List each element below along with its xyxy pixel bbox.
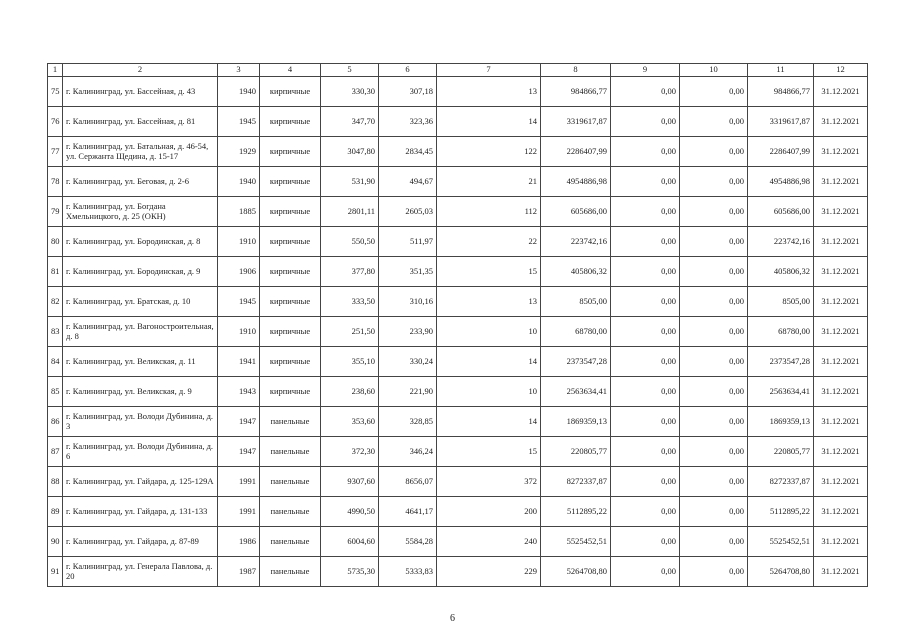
count-cell: 15 [437,437,541,467]
amount-cell: 0,00 [680,287,748,317]
living-area-cell: 494,67 [379,167,437,197]
date-cell: 31.12.2021 [814,107,868,137]
wall-material-cell: кирпичные [260,167,321,197]
total-amount-cell: 405806,32 [748,257,814,287]
total-area-cell: 251,50 [321,317,379,347]
living-area-cell: 511,97 [379,227,437,257]
wall-material-cell: кирпичные [260,347,321,377]
address-cell: г. Калининград, ул. Вагоностроительная, д. 8 [63,317,218,347]
date-cell: 31.12.2021 [814,317,868,347]
table-row [48,527,868,557]
total-amount-cell: 223742,16 [748,227,814,257]
row-number-cell: 76 [48,107,63,137]
count-cell: 14 [437,107,541,137]
total-area-cell: 353,60 [321,407,379,437]
total-area-cell: 4990,50 [321,497,379,527]
total-area-cell: 347,70 [321,107,379,137]
date-cell: 31.12.2021 [814,77,868,107]
amount-cell: 0,00 [680,317,748,347]
table-row [48,257,868,287]
total-area-cell: 2801,11 [321,197,379,227]
amount-cell: 0,00 [680,77,748,107]
total-area-cell: 238,60 [321,377,379,407]
year-built-cell: 1940 [218,77,260,107]
table-row [48,227,868,257]
table-row [48,497,868,527]
table-row [48,77,868,107]
total-area-cell: 3047,80 [321,137,379,167]
amount-cell: 223742,16 [541,227,611,257]
date-cell: 31.12.2021 [814,347,868,377]
wall-material-cell: панельные [260,497,321,527]
column-header: 1 [48,64,63,77]
total-amount-cell: 3319617,87 [748,107,814,137]
living-area-cell: 351,35 [379,257,437,287]
column-header: 2 [63,64,218,77]
year-built-cell: 1940 [218,167,260,197]
living-area-cell: 310,16 [379,287,437,317]
wall-material-cell: кирпичные [260,137,321,167]
amount-cell: 3319617,87 [541,107,611,137]
column-header: 5 [321,64,379,77]
total-amount-cell: 984866,77 [748,77,814,107]
amount-cell: 0,00 [680,557,748,587]
address-cell: г. Калининград, ул. Бородинская, д. 8 [63,227,218,257]
wall-material-cell: панельные [260,467,321,497]
year-built-cell: 1929 [218,137,260,167]
count-cell: 14 [437,407,541,437]
living-area-cell: 328,85 [379,407,437,437]
total-amount-cell: 5525452,51 [748,527,814,557]
count-cell: 122 [437,137,541,167]
total-area-cell: 377,80 [321,257,379,287]
amount-cell: 5264708,80 [541,557,611,587]
date-cell: 31.12.2021 [814,407,868,437]
column-header: 11 [748,64,814,77]
living-area-cell: 233,90 [379,317,437,347]
wall-material-cell: кирпичные [260,107,321,137]
amount-cell: 0,00 [680,527,748,557]
row-number-cell: 77 [48,137,63,167]
address-cell: г. Калининград, ул. Беговая, д. 2-6 [63,167,218,197]
living-area-cell: 307,18 [379,77,437,107]
wall-material-cell: кирпичные [260,377,321,407]
amount-cell: 0,00 [611,527,680,557]
wall-material-cell: кирпичные [260,317,321,347]
amount-cell: 8505,00 [541,287,611,317]
table-row [48,167,868,197]
count-cell: 13 [437,77,541,107]
column-header: 4 [260,64,321,77]
count-cell: 15 [437,257,541,287]
date-cell: 31.12.2021 [814,257,868,287]
amount-cell: 984866,77 [541,77,611,107]
row-number-cell: 78 [48,167,63,197]
year-built-cell: 1885 [218,197,260,227]
amount-cell: 0,00 [611,557,680,587]
row-number-cell: 80 [48,227,63,257]
count-cell: 10 [437,377,541,407]
table-row [48,287,868,317]
row-number-cell: 79 [48,197,63,227]
row-number-cell: 82 [48,287,63,317]
wall-material-cell: кирпичные [260,227,321,257]
address-cell: г. Калининград, ул. Генерала Павлова, д. 20 [63,557,218,587]
page-number: 6 [450,613,455,624]
amount-cell: 0,00 [680,407,748,437]
total-amount-cell: 2286407,99 [748,137,814,167]
row-number-cell: 90 [48,527,63,557]
amount-cell: 2286407,99 [541,137,611,167]
date-cell: 31.12.2021 [814,377,868,407]
amount-cell: 0,00 [611,437,680,467]
wall-material-cell: кирпичные [260,287,321,317]
date-cell: 31.12.2021 [814,467,868,497]
column-header: 8 [541,64,611,77]
date-cell: 31.12.2021 [814,167,868,197]
amount-cell: 0,00 [611,137,680,167]
year-built-cell: 1906 [218,257,260,287]
date-cell: 31.12.2021 [814,287,868,317]
total-amount-cell: 4954886,98 [748,167,814,197]
row-number-cell: 81 [48,257,63,287]
address-cell: г. Калининград, ул. Гайдара, д. 87-89 [63,527,218,557]
year-built-cell: 1991 [218,467,260,497]
column-header: 7 [437,64,541,77]
wall-material-cell: панельные [260,527,321,557]
amount-cell: 8272337,87 [541,467,611,497]
count-cell: 21 [437,167,541,197]
amount-cell: 0,00 [680,497,748,527]
amount-cell: 220805,77 [541,437,611,467]
year-built-cell: 1945 [218,107,260,137]
amount-cell: 0,00 [611,377,680,407]
column-header: 9 [611,64,680,77]
amount-cell: 0,00 [680,437,748,467]
wall-material-cell: кирпичные [260,77,321,107]
count-cell: 22 [437,227,541,257]
living-area-cell: 5584,28 [379,527,437,557]
living-area-cell: 2834,45 [379,137,437,167]
wall-material-cell: панельные [260,557,321,587]
row-number-cell: 84 [48,347,63,377]
amount-cell: 0,00 [611,287,680,317]
wall-material-cell: панельные [260,407,321,437]
date-cell: 31.12.2021 [814,527,868,557]
total-amount-cell: 2373547,28 [748,347,814,377]
table-row [48,467,868,497]
living-area-cell: 323,36 [379,107,437,137]
table-row [48,137,868,167]
address-cell: г. Калининград, ул. Богдана Хмельницкого, д. 25 (ОКН) [63,197,218,227]
total-area-cell: 9307,60 [321,467,379,497]
amount-cell: 0,00 [611,77,680,107]
table-row [48,107,868,137]
amount-cell: 1869359,13 [541,407,611,437]
amount-cell: 0,00 [680,347,748,377]
column-header: 12 [814,64,868,77]
wall-material-cell: кирпичные [260,197,321,227]
date-cell: 31.12.2021 [814,557,868,587]
address-cell: г. Калининград, ул. Братская, д. 10 [63,287,218,317]
amount-cell: 4954886,98 [541,167,611,197]
living-area-cell: 221,90 [379,377,437,407]
amount-cell: 0,00 [611,467,680,497]
amount-cell: 0,00 [611,257,680,287]
row-number-cell: 88 [48,467,63,497]
column-header: 6 [379,64,437,77]
total-amount-cell: 605686,00 [748,197,814,227]
address-cell: г. Калининград, ул. Батальная, д. 46-54, ул. Сержанта Щедина, д. 15-17 [63,137,218,167]
wall-material-cell: панельные [260,437,321,467]
amount-cell: 0,00 [680,197,748,227]
date-cell: 31.12.2021 [814,197,868,227]
address-cell: г. Калининград, ул. Володи Дубинина, д. 6 [63,437,218,467]
year-built-cell: 1947 [218,407,260,437]
address-cell: г. Калининград, ул. Великская, д. 11 [63,347,218,377]
total-amount-cell: 2563634,41 [748,377,814,407]
amount-cell: 0,00 [611,407,680,437]
year-built-cell: 1941 [218,347,260,377]
count-cell: 10 [437,317,541,347]
count-cell: 200 [437,497,541,527]
table-row [48,197,868,227]
living-area-cell: 346,24 [379,437,437,467]
date-cell: 31.12.2021 [814,497,868,527]
amount-cell: 605686,00 [541,197,611,227]
column-header: 10 [680,64,748,77]
living-area-cell: 330,24 [379,347,437,377]
amount-cell: 5112895,22 [541,497,611,527]
count-cell: 14 [437,347,541,377]
date-cell: 31.12.2021 [814,437,868,467]
table-row [48,407,868,437]
amount-cell: 68780,00 [541,317,611,347]
count-cell: 229 [437,557,541,587]
year-built-cell: 1910 [218,227,260,257]
amount-cell: 5525452,51 [541,527,611,557]
row-number-cell: 87 [48,437,63,467]
count-cell: 240 [437,527,541,557]
living-area-cell: 2605,03 [379,197,437,227]
total-amount-cell: 8505,00 [748,287,814,317]
register-table [47,63,868,587]
table-row [48,317,868,347]
row-number-cell: 85 [48,377,63,407]
table-row [48,347,868,377]
amount-cell: 0,00 [611,497,680,527]
amount-cell: 0,00 [611,167,680,197]
year-built-cell: 1991 [218,497,260,527]
row-number-cell: 75 [48,77,63,107]
amount-cell: 2563634,41 [541,377,611,407]
address-cell: г. Калининград, ул. Великская, д. 9 [63,377,218,407]
amount-cell: 0,00 [680,467,748,497]
table-row [48,377,868,407]
living-area-cell: 8656,07 [379,467,437,497]
amount-cell: 0,00 [611,227,680,257]
table-row [48,437,868,467]
amount-cell: 0,00 [680,107,748,137]
amount-cell: 0,00 [680,227,748,257]
wall-material-cell: кирпичные [260,257,321,287]
year-built-cell: 1987 [218,557,260,587]
total-area-cell: 333,50 [321,287,379,317]
date-cell: 31.12.2021 [814,227,868,257]
total-amount-cell: 5264708,80 [748,557,814,587]
amount-cell: 0,00 [680,377,748,407]
amount-cell: 0,00 [680,257,748,287]
date-cell: 31.12.2021 [814,137,868,167]
total-amount-cell: 8272337,87 [748,467,814,497]
amount-cell: 0,00 [611,347,680,377]
column-number-header-row [48,64,868,77]
address-cell: г. Калининград, ул. Бассейная, д. 43 [63,77,218,107]
count-cell: 13 [437,287,541,317]
amount-cell: 0,00 [680,137,748,167]
amount-cell: 2373547,28 [541,347,611,377]
row-number-cell: 89 [48,497,63,527]
year-built-cell: 1910 [218,317,260,347]
total-area-cell: 372,30 [321,437,379,467]
count-cell: 112 [437,197,541,227]
amount-cell: 0,00 [611,197,680,227]
total-area-cell: 531,90 [321,167,379,197]
row-number-cell: 83 [48,317,63,347]
amount-cell: 405806,32 [541,257,611,287]
total-amount-cell: 68780,00 [748,317,814,347]
address-cell: г. Калининград, ул. Гайдара, д. 131-133 [63,497,218,527]
count-cell: 372 [437,467,541,497]
year-built-cell: 1947 [218,437,260,467]
address-cell: г. Калининград, ул. Володи Дубинина, д. 3 [63,407,218,437]
table-row [48,557,868,587]
address-cell: г. Калининград, ул. Бородинская, д. 9 [63,257,218,287]
year-built-cell: 1943 [218,377,260,407]
amount-cell: 0,00 [611,107,680,137]
amount-cell: 0,00 [611,317,680,347]
row-number-cell: 86 [48,407,63,437]
total-area-cell: 355,10 [321,347,379,377]
total-area-cell: 550,50 [321,227,379,257]
amount-cell: 0,00 [680,167,748,197]
total-area-cell: 5735,30 [321,557,379,587]
total-amount-cell: 5112895,22 [748,497,814,527]
year-built-cell: 1986 [218,527,260,557]
total-area-cell: 6004,60 [321,527,379,557]
year-built-cell: 1945 [218,287,260,317]
total-amount-cell: 220805,77 [748,437,814,467]
total-area-cell: 330,30 [321,77,379,107]
address-cell: г. Калининград, ул. Гайдара, д. 125-129А [63,467,218,497]
column-header: 3 [218,64,260,77]
living-area-cell: 4641,17 [379,497,437,527]
address-cell: г. Калининград, ул. Бассейная, д. 81 [63,107,218,137]
row-number-cell: 91 [48,557,63,587]
total-amount-cell: 1869359,13 [748,407,814,437]
living-area-cell: 5333,83 [379,557,437,587]
